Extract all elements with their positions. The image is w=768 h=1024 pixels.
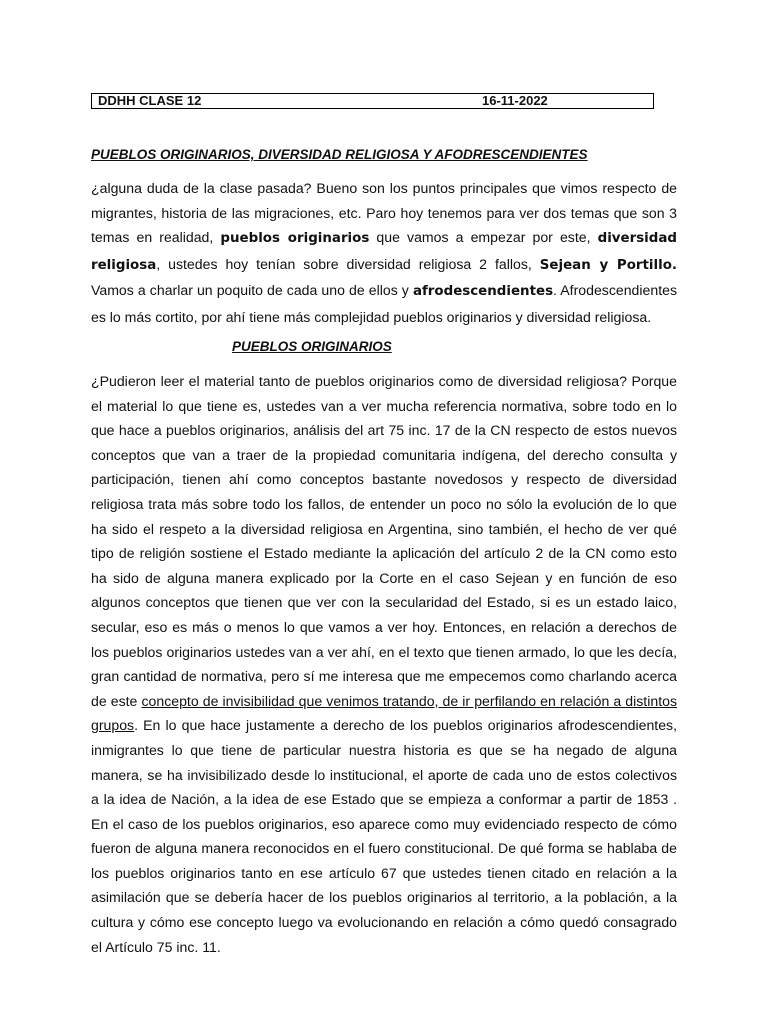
bold-term: pueblos originarios [220, 231, 370, 247]
intro-paragraph [91, 176, 677, 330]
text-run: Vamos a charlar un poquito de cada uno de ellos y [91, 282, 413, 299]
main-heading: PUEBLOS ORIGINARIOS, DIVERSIDAD RELIGIOSA Y AFODRESCENDIENTES [91, 147, 588, 162]
class-header-box [91, 93, 654, 109]
text-run: , ustedes hoy tenían sobre diversidad religiosa 2 fallos, [156, 255, 540, 272]
body-paragraph [91, 369, 677, 959]
text-run: ¿Pudieron leer el material tanto de pueblos originarios como de diversidad religiosa? Porque el material lo que tiene es, ustedes van a ver mucha referencia normativa, sobre todo en lo que hace a pueblos originarios, análisis del art 75 inc. 17 de la CN respecto de estos nuevos conceptos que van a traer de la propiedad comunitaria indígena, del derecho consulta y participación, tienen ahí como conceptos bastante novedosos y respecto de diversidad religiosa trata más sobre todo los fallos, de entender un poco no sólo la evolución de lo que ha sido el respeto a la diversidad religiosa en Argentina, sino también, el hecho de ver qué tipo de religión sostiene el Estado mediante la aplicación del artículo 2 de la CN como esto ha sido de alguna manera explicado por la Corte en el caso Sejean y en función de eso algunos conceptos que tienen que ver con la secularidad del Estado, si es un estado laico, secular, eso es más o menos lo que vamos a ver hoy. Entonces, en relación a derechos de los pueblos originarios ustedes van a ver ahí, en el texto que tienen armado, lo que les decía, gran cantidad de normativa, pero sí me interesa que me empecemos como charlando acerca de este [91, 373, 677, 709]
text-run: ¿alguna duda de la clase pasada? Bueno son los puntos principales que vimos respecto de migrantes, historia de las migraciones, etc. Paro hoy tenemos para ver dos temas que son 3 temas en realidad, [91, 180, 677, 246]
bold-term: Sejean y Portillo. [539, 257, 677, 273]
section-heading: PUEBLOS ORIGINARIOS [232, 339, 392, 354]
class-title: DDHH CLASE 12 [98, 93, 202, 108]
underlined-phrase: concepto de invisibilidad que venimos tratando, de ir perfilando en relación a distintos grupos [91, 692, 677, 734]
class-date: 16-11-2022 [482, 93, 548, 108]
text-run: . En lo que hace justamente a derecho de los pueblos originarios afrodescendientes, inmigrantes lo que tiene de particular nuestra historia es que se ha negado de alguna manera, se ha invisibilizado desde lo institucional, el aporte de cada uno de estos colectivos a la idea de Nación, a la idea de ese Estado que se empieza a conformar a partir de 1853 . En el caso de los pueblos originarios, eso aparece como muy evidenciado respecto de cómo fueron de alguna manera reconocidos en el fuero constitucional. De qué forma se hablaba de los pueblos originarios tanto en ese artículo 67 que ustedes tienen citado en relación a la asimilación que se debería hacer de los pueblos originarios al territorio, a la población, a la cultura y cómo ese concepto luego va evolucionando en relación a cómo quedó consagrado el Artículo 75 inc. 11. [91, 717, 677, 955]
bold-term: diversidad religiosa [91, 231, 677, 273]
text-run: que vamos a empezar por este, [369, 229, 598, 246]
text-run: . Afrodescendientes es lo más cortito, por ahí tiene más complejidad pueblos originarios y diversidad religiosa. [91, 282, 678, 325]
bold-term: afrodescendientes [412, 284, 554, 300]
